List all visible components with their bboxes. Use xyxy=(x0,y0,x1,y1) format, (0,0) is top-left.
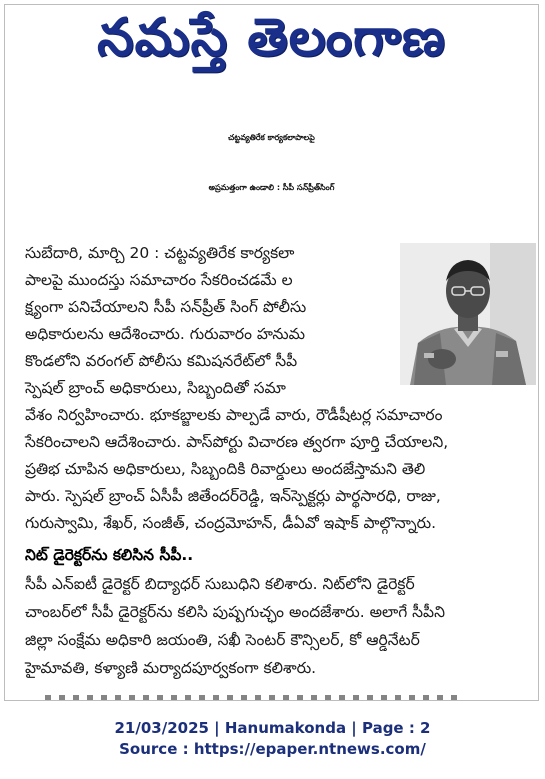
article-text-line: జిల్లా సంక్షేమ అధికారి జయంతి, సఖీ సెంటర్ కౌన్సిలర్, కో ఆర్డినేటర్ xyxy=(25,631,420,649)
article-text-line: అధికారులను ఆదేశించారు. గురువారం హనుమ xyxy=(25,325,306,343)
article-text-line: స్పెషల్ బ్రాంచ్ అధికారులు, సిబ్బందితో సమా xyxy=(25,379,286,397)
article-text-line: సీపీ ఎన్ఐటీ డైరెక్టర్ బిద్యాధర్ సుబుధిని కలిశారు. నిట్‌లోని డైరెక్టర్ xyxy=(25,575,415,593)
footer-edition-info: 21/03/2025 | Hanumakonda | Page : 2 xyxy=(114,719,431,737)
headline-line-2: అప్రమత్తంగా ఉండాలి : సీపీ సన్‌ప్రీత్‌సింగ్ xyxy=(208,183,335,192)
article-text-line: చాంబర్‌లో సీపీ డైరెక్టర్‌ను కలిసి పుష్పగుచ్ఛం అందజేశారు. అలాగే సీపీని xyxy=(25,603,445,621)
masthead xyxy=(5,5,538,83)
newspaper-logo: నమస్తే తెలంగాణ xyxy=(97,7,446,68)
article-text-line: పాలపై ముందస్తు సమాచారం సేకరించడమే ల xyxy=(25,271,293,289)
officer-photo-image xyxy=(400,243,536,385)
article-text-line: క్ష్యంగా పనిచేయాలని సీపీ సన్‌ప్రీత్ సింగ్ పోలీసు xyxy=(25,298,307,316)
headline-line-1: చట్టవ్యతిరేక కార్యకలాపాలపై xyxy=(228,133,315,142)
article-text-line: ప్రతిభ చూపిన అధికారులు, సిబ్బందికి రివార్డులు అందజేస్తామని తెలి xyxy=(25,460,426,478)
article-text-line: హైమావతి, కళ్యాణి మర్యాదపూర్వకంగా కలిశారు. xyxy=(25,659,317,677)
article-subheading: నిట్ డైరెక్టర్‌ను కలిసిన సీపీ.. xyxy=(25,546,194,564)
clipping-frame xyxy=(4,4,539,701)
article-text-line: కొండలోని వరంగల్ పోలీసు కమిషనరేట్‌లో సీపీ xyxy=(25,352,298,370)
article-text-line: సేకరించాలని ఆదేశించారు. పాస్‌పోర్టు విచారణ త్వరగా పూర్తి చేయాలని, xyxy=(25,433,449,451)
article-text-line: పారు. స్పెషల్ బ్రాంచ్ ఏసీపీ జితేందర్‌రెడ్డి, ఇన్‌స్పెక్టర్లు పార్థసారధి, రాజు, xyxy=(25,487,441,505)
officer-photo xyxy=(400,243,536,385)
article-text-line: వేశం నిర్వహించారు. భూకబ్జాలకు పాల్పడే వారు, రౌడీషీటర్ల సమాచారం xyxy=(25,406,443,424)
article-text-line: గురుస్వామి, శేఖర్, సంజీత్, చంద్రమోహన్, డీఏవో ఇషాక్ పాల్గొన్నారు. xyxy=(25,514,437,532)
footer-source-link[interactable]: Source : https://epaper.ntnews.com/ xyxy=(119,740,426,758)
clipped-text-residue xyxy=(45,695,465,701)
article-text-line: సుబేదారి, మార్చి 20 : చట్టవ్యతిరేక కార్యకలా xyxy=(25,244,295,262)
